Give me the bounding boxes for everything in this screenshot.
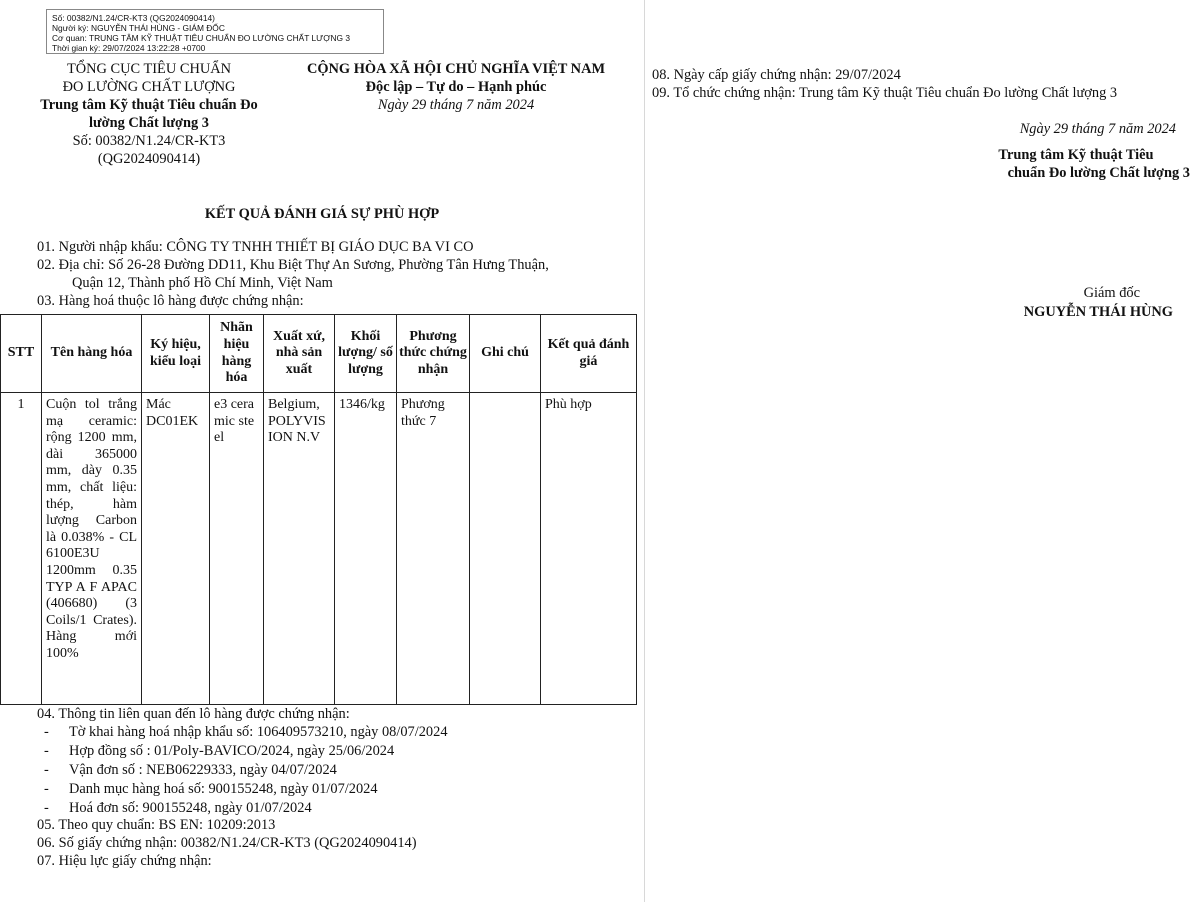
address-field-cont: Quận 12, Thành phố Hồ Chí Minh, Việt Nam — [72, 275, 333, 291]
list-item: Hoá đơn số: 900155248, ngày 01/07/2024 — [69, 800, 312, 816]
list-item: Tờ khai hàng hoá nhập khẩu số: 106409573210, ngày 08/07/2024 — [69, 724, 448, 740]
col-header-origin: Xuất xứ, nhà sản xuất — [264, 315, 335, 393]
cell-name: Cuộn tol trắng mạ ceramic: rộng 1200 mm, dài 365000 mm, dày 0.35 mm, chất liệu: thép, hàm lượng Carbon là 0.038% - CL 6100E3U 1200mm 0.35 TYP A F APAC (406680) (3 Coils/1 Crates). Hàng mới 100% — [42, 393, 142, 705]
col-header-model: Ký hiệu, kiểu loại — [142, 315, 210, 393]
cell-method: Phương thức 7 — [397, 393, 470, 705]
issuing-agency-header — [22, 60, 276, 168]
digital-signature-box — [46, 9, 384, 54]
signature-signer: Người ký: NGUYỄN THÁI HÙNG - GIÁM ĐỐC — [52, 23, 225, 33]
section-06: 06. Số giấy chứng nhận: 00382/N1.24/CR-KT3 (QG2024090414) — [37, 835, 417, 851]
address-field: 02. Địa chỉ: Số 26-28 Đường DD11, Khu Biệt Thự An Sương, Phường Tân Hưng Thuận, — [37, 257, 549, 273]
section-04-heading: 04. Thông tin liên quan đến lô hàng được chứng nhận: — [37, 706, 350, 722]
col-header-brand: Nhãn hiệu hàng hóa — [210, 315, 264, 393]
signature-agency: Cơ quan: TRUNG TÂM KỸ THUẬT TIÊU CHUẨN ĐO LƯỜNG CHẤT LƯỢNG 3 — [52, 33, 351, 43]
sign-org-line-2: chuẩn Đo lường Chất lượng 3 — [1007, 165, 1190, 181]
col-header-stt: STT — [1, 315, 42, 393]
signer-position: Giám đốc — [1083, 285, 1140, 301]
center-line-2: lường Chất lượng 3 — [89, 115, 209, 131]
signature-time: Thời gian ký: 29/07/2024 13:22:28 +0700 — [52, 43, 206, 53]
document-code: (QG2024090414) — [97, 151, 201, 167]
signature-number: Số: 00382/N1.24/CR-KT3 (QG2024090414) — [52, 13, 215, 23]
bullet-dash: - — [44, 724, 49, 740]
agency-line-2: ĐO LƯỜNG CHẤT LƯỢNG — [62, 79, 236, 95]
bullet-dash: - — [44, 781, 49, 797]
section-05: 05. Theo quy chuẩn: BS EN: 10209:2013 — [37, 817, 276, 833]
agency-line-1: TỔNG CỤC TIÊU CHUẨN — [66, 61, 232, 77]
document-title: KẾT QUẢ ĐÁNH GIÁ SỰ PHÙ HỢP — [204, 206, 440, 222]
col-header-result: Kết quả đánh giá — [541, 315, 637, 393]
bullet-dash: - — [44, 800, 49, 816]
section-07: 07. Hiệu lực giấy chứng nhận: — [37, 853, 212, 869]
col-header-note: Ghi chú — [470, 315, 541, 393]
national-motto: Độc lập – Tự do – Hạnh phúc — [365, 79, 547, 95]
issue-date: Ngày 29 tháng 7 năm 2024 — [377, 97, 535, 113]
cell-note — [470, 393, 541, 705]
cell-brand: e3 ceramic steel — [210, 393, 264, 705]
cell-result: Phù hợp — [541, 393, 637, 705]
section-08: 08. Ngày cấp giấy chứng nhận: 29/07/2024 — [652, 67, 901, 83]
importer-field: 01. Người nhập khẩu: CÔNG TY TNHH THIẾT BỊ GIÁO DỤC BA VI CO — [37, 239, 474, 255]
cell-qty: 1346/kg — [335, 393, 397, 705]
right-page — [645, 0, 1200, 902]
bullet-dash: - — [44, 743, 49, 759]
list-item: Vận đơn số : NEB06229333, ngày 04/07/2024 — [69, 762, 337, 778]
cell-model: Mác DC01EK — [142, 393, 210, 705]
section-09: 09. Tổ chức chứng nhận: Trung tâm Kỹ thuật Tiêu chuẩn Đo lường Chất lượng 3 — [652, 85, 1118, 101]
signer-name: NGUYỄN THÁI HÙNG — [1023, 304, 1173, 320]
sign-date: Ngày 29 tháng 7 năm 2024 — [1019, 121, 1176, 137]
goods-table — [0, 314, 637, 705]
table-header-row — [1, 315, 637, 393]
col-header-qty: Khối lượng/ số lượng — [335, 315, 397, 393]
list-item: Hợp đồng số : 01/Poly-BAVICO/2024, ngày 25/06/2024 — [69, 743, 395, 759]
country-name: CỘNG HÒA XÃ HỘI CHỦ NGHĨA VIỆT NAM — [306, 61, 606, 77]
document-number: Số: 00382/N1.24/CR-KT3 — [72, 133, 226, 149]
cell-stt: 1 — [1, 393, 42, 705]
list-item: Danh mục hàng hoá số: 900155248, ngày 01/07/2024 — [69, 781, 378, 797]
cell-origin: Belgium, POLYVISION N.V — [264, 393, 335, 705]
bullet-dash: - — [44, 762, 49, 778]
center-line-1: Trung tâm Kỹ thuật Tiêu chuẩn Đo — [40, 97, 258, 113]
col-header-method: Phương thức chứng nhận — [397, 315, 470, 393]
sign-org-line-1: Trung tâm Kỹ thuật Tiêu — [998, 147, 1154, 163]
national-header — [286, 60, 626, 114]
goods-field: 03. Hàng hoá thuộc lô hàng được chứng nhận: — [37, 293, 304, 309]
table-row — [1, 393, 637, 705]
col-header-name: Tên hàng hóa — [42, 315, 142, 393]
